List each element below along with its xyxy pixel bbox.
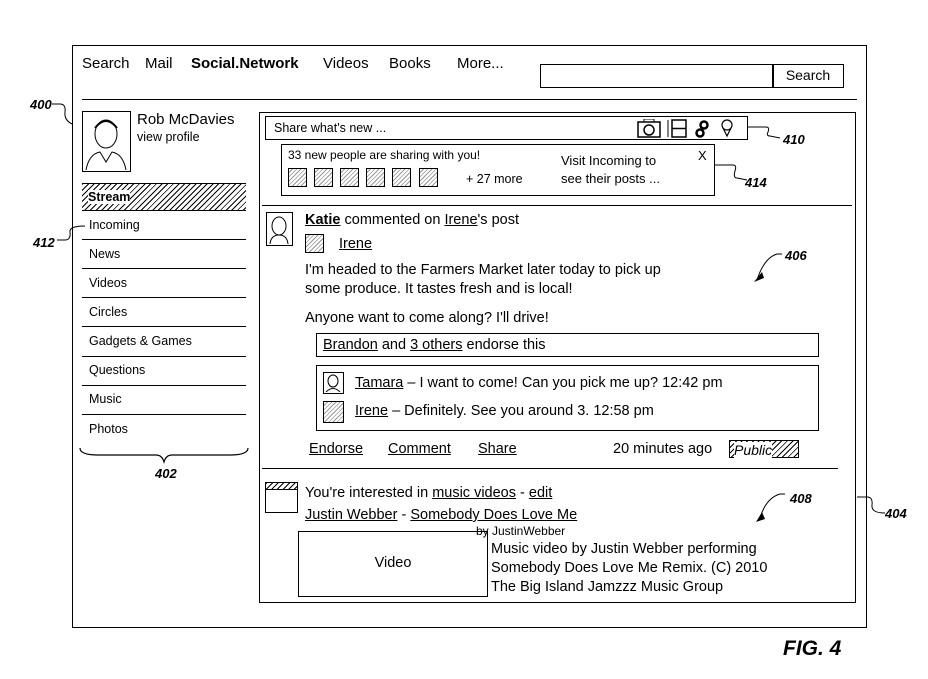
share-placeholder: Share what's new ... <box>274 121 387 135</box>
nav-social-network[interactable]: Social.Network <box>191 55 299 72</box>
sidebar-item-music[interactable]: Music <box>89 392 122 406</box>
video-icon[interactable] <box>668 120 686 137</box>
new-people-notice <box>281 144 715 196</box>
nav-more[interactable]: More... <box>457 55 504 72</box>
post-body: some produce. It tastes fresh and is local! <box>305 281 573 297</box>
search-button[interactable]: Search <box>772 64 844 88</box>
ref-412: 412 <box>33 235 55 250</box>
person-icon <box>83 112 129 170</box>
comments-box <box>316 365 819 431</box>
author-avatar <box>266 212 293 246</box>
artist-link[interactable]: Justin Webber <box>305 507 398 523</box>
location-icon[interactable] <box>722 120 732 136</box>
visibility-badge[interactable]: Public <box>729 440 799 458</box>
person-icon <box>305 234 324 253</box>
more-count[interactable]: + 27 more <box>466 172 523 186</box>
sidebar-item-circles[interactable]: Circles <box>89 305 128 319</box>
person-icon[interactable] <box>366 168 385 187</box>
endorser-link[interactable]: Brandon <box>323 337 378 353</box>
camera-icon[interactable] <box>638 119 660 137</box>
sidebar-item-incoming[interactable]: Incoming <box>89 218 140 232</box>
video-player[interactable]: Video <box>298 531 488 597</box>
search-input[interactable] <box>540 64 774 88</box>
commenter-avatar <box>323 372 344 394</box>
person-icon[interactable] <box>419 168 438 187</box>
comment-text: – Definitely. See you around 3. 12:58 pm <box>392 403 654 419</box>
others-link[interactable]: 3 others <box>410 337 463 353</box>
author-link[interactable]: Katie <box>305 212 341 228</box>
figure-label: FIG. 4 <box>783 637 842 660</box>
sidebar-item-questions[interactable]: Questions <box>89 363 146 377</box>
comment-text: – I want to come! Can you pick me up? 12:42 pm <box>407 375 723 391</box>
ref-402: 402 <box>155 466 177 481</box>
endorse-box: Brandon and 3 others endorse this <box>316 333 819 357</box>
view-profile-link[interactable]: view profile <box>137 130 200 144</box>
share-input[interactable] <box>265 116 748 140</box>
ref-408: 408 <box>790 491 812 506</box>
post-time: 20 minutes ago <box>613 441 713 457</box>
visit-text-2: see their posts ... <box>561 171 660 186</box>
sidebar-item-photos[interactable]: Photos <box>89 422 128 436</box>
person-icon[interactable] <box>392 168 411 187</box>
close-button[interactable]: X <box>698 148 707 163</box>
sidebar-item-news[interactable]: News <box>89 247 121 261</box>
clapperboard-icon <box>265 482 298 513</box>
comment-button[interactable]: Comment <box>388 441 451 457</box>
link-icon[interactable] <box>697 122 708 137</box>
edit-link[interactable]: edit <box>528 485 553 501</box>
sidebar-item-videos[interactable]: Videos <box>89 276 127 290</box>
ref-406: 406 <box>785 248 807 263</box>
person-icon[interactable] <box>314 168 333 187</box>
endorse-button[interactable]: Endorse <box>309 441 364 457</box>
divider <box>82 99 857 100</box>
profile-name: Rob McDavies <box>137 111 235 128</box>
by-line: by JustinWebber <box>476 524 566 538</box>
person-icon[interactable] <box>340 168 359 187</box>
person-icon[interactable] <box>288 168 307 187</box>
notice-title: 33 new people are sharing with you! <box>288 148 481 162</box>
commenter-link[interactable]: Irene <box>355 403 389 419</box>
commenter-link[interactable]: Tamara <box>355 375 404 391</box>
video-title-link[interactable]: Somebody Does Love Me <box>410 507 578 523</box>
visit-text: Visit Incoming to <box>561 153 657 168</box>
share-icons <box>636 119 746 139</box>
video-description: Music video by Justin Webber performing <box>491 541 757 557</box>
post-body: Anyone want to come along? I'll drive! <box>305 310 549 326</box>
target-link[interactable]: Irene <box>444 212 478 228</box>
sidebar-item-gadgets-games[interactable]: Gadgets & Games <box>89 334 192 348</box>
nav-books[interactable]: Books <box>389 55 431 72</box>
video-description: The Big Island Jamzzz Music Group <box>491 579 724 595</box>
ref-414: 414 <box>745 175 767 190</box>
share-button[interactable]: Share <box>478 441 517 457</box>
ref-410: 410 <box>783 132 805 147</box>
patent-figure: Search Mail Social.Network Videos Books More... Search Rob McDavies view profile Stream Incoming News Videos Circles Gadgets & Games Questions Music Photos 402 Share what's new ... 410 33 new people are sharing with you! + 27 more Visit Incoming to see their posts ... X 414 Katie commented on Irene's post Irene I'm headed to the Farmers Market later today to pick up some produce. It tastes fresh and is local! Anyone want to come along? I'll drive! Brandon and 3 others endorse this Tamara – I want to come! Can you pick me up? 12:42 pm Irene – Definitely. See you around 3. 12:58 pm Endorse Comment Share 20 minutes ago Public 406 You're interested in music videos - edit Justin Webber - Somebody Does Love Me by JustinWebber Video Music video by Justin Webber performing Somebody Does Love Me Remix. (C) 2010 The Big Island Jamzzz Music Group 408 400 412 404 FIG. 4 <box>0 0 928 679</box>
post-header: Katie commented on Irene's post <box>305 212 519 228</box>
nav-mail[interactable]: Mail <box>145 55 173 72</box>
person-icon <box>323 401 344 423</box>
ref-400: 400 <box>30 97 52 112</box>
ref-404: 404 <box>885 506 907 521</box>
nav-search[interactable]: Search <box>82 55 130 72</box>
topic-link[interactable]: music videos <box>432 485 516 501</box>
sub-author-link[interactable]: Irene <box>339 236 373 252</box>
avatar <box>82 111 131 172</box>
post-body: I'm headed to the Farmers Market later today to pick up <box>305 262 661 278</box>
video-description: Somebody Does Love Me Remix. (C) 2010 <box>491 560 768 576</box>
nav-videos[interactable]: Videos <box>323 55 369 72</box>
sidebar-item-stream[interactable]: Stream <box>82 183 246 211</box>
brace-402 <box>78 446 250 466</box>
